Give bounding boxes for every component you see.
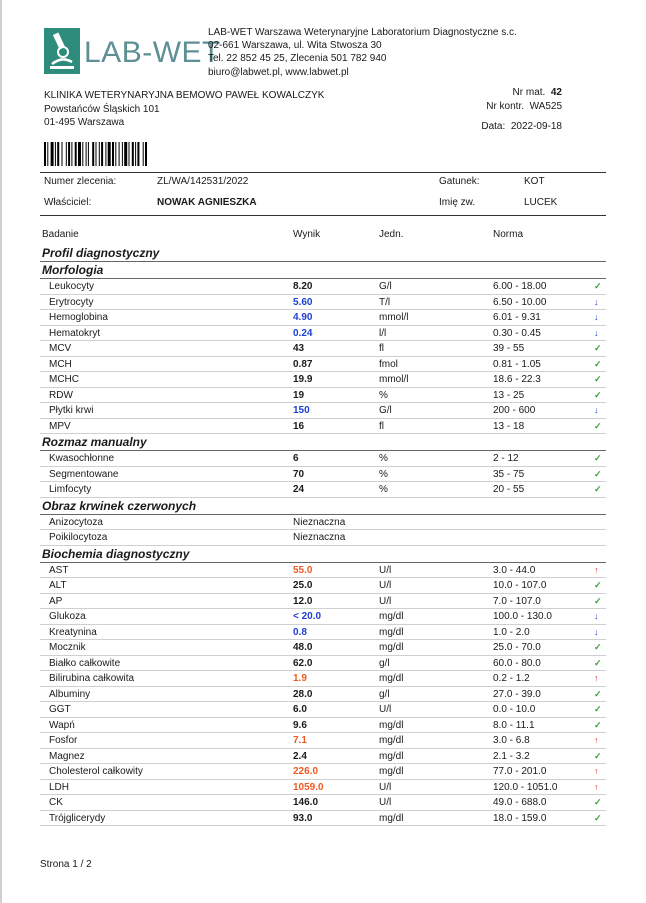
test-unit: U/l — [379, 595, 392, 607]
table-row — [40, 671, 606, 687]
test-norm: 35 - 75 — [493, 468, 525, 480]
section-title: Rozmaz manualny — [40, 434, 606, 451]
test-unit: mg/dl — [379, 735, 404, 746]
test-norm: 0.30 - 0.45 — [493, 327, 541, 339]
lab-address: 02-661 Warszawa, ul. Wita Stwosza 30 — [208, 40, 382, 52]
test-name: Albuminy — [49, 688, 91, 700]
owner-label: Właściciel: — [44, 197, 92, 208]
test-name: Wapń — [49, 719, 75, 731]
test-result: 150 — [293, 405, 310, 416]
test-name: ALT — [49, 580, 67, 591]
test-norm: 200 - 600 — [493, 405, 536, 416]
test-norm: 20 - 55 — [493, 484, 525, 495]
header-norm: Norma — [493, 229, 524, 240]
table-row — [40, 482, 606, 498]
test-norm: 60.0 - 80.0 — [493, 657, 541, 669]
test-name: Limfocyty — [49, 484, 92, 495]
test-norm: 10.0 - 107.0 — [493, 580, 547, 591]
test-norm: 0.2 - 1.2 — [493, 673, 530, 684]
check-icon: ✓ — [594, 750, 602, 761]
test-unit: l/l — [379, 327, 387, 339]
test-name: GGT — [49, 704, 71, 715]
lab-info — [208, 26, 517, 79]
table-row — [40, 702, 606, 718]
test-unit: G/l — [379, 281, 392, 292]
header-unit: Jedn. — [379, 229, 404, 240]
arrow-down-icon: ↓ — [594, 312, 599, 322]
test-unit: mg/dl — [379, 766, 404, 777]
test-name: Płytki krwi — [49, 405, 94, 416]
test-unit: mg/dl — [379, 719, 404, 731]
check-icon: ✓ — [594, 797, 602, 807]
microscope-icon — [44, 28, 80, 74]
test-result: 2.4 — [293, 750, 307, 762]
test-norm: 25.0 - 70.0 — [493, 642, 541, 653]
lab-phones: Tel. 22 852 45 25, Zlecenia 501 782 940 — [208, 53, 387, 65]
test-name: MCH — [49, 358, 72, 370]
order-number-value: ZL/WA/142531/2022 — [157, 176, 249, 187]
test-name: Trójglicerydy — [49, 812, 106, 824]
check-icon: ✓ — [594, 420, 602, 431]
table-row — [40, 467, 606, 483]
table-row — [40, 310, 606, 326]
table-row — [40, 372, 606, 388]
test-result: 0.87 — [293, 358, 313, 370]
clinic-street: Powstańców Śląskich 101 — [44, 103, 160, 115]
check-icon: ✓ — [594, 453, 602, 463]
table-row — [40, 764, 606, 780]
test-result: 24 — [293, 484, 305, 495]
test-result: 28.0 — [293, 688, 313, 700]
test-unit: % — [379, 453, 388, 464]
check-icon: ✓ — [594, 281, 602, 291]
test-unit: U/l — [379, 704, 392, 715]
arrow-down-icon: ↓ — [594, 327, 599, 338]
test-result: 62.0 — [293, 657, 313, 669]
page-number: Strona 1 / 2 — [40, 859, 92, 870]
test-result: 16 — [293, 420, 305, 432]
test-name: AP — [49, 595, 63, 607]
table-row — [40, 295, 606, 311]
check-icon: ✓ — [594, 484, 602, 494]
check-icon: ✓ — [594, 719, 602, 730]
test-name: Kwasochłonne — [49, 453, 115, 464]
test-name: RDW — [49, 389, 73, 401]
test-result: 19.9 — [293, 374, 313, 385]
test-result: 48.0 — [293, 642, 313, 653]
pet-name-label: Imię zw. — [439, 197, 476, 208]
pet-name-value: LUCEK — [524, 197, 558, 208]
test-name: Białko całkowite — [49, 657, 121, 669]
check-icon: ✓ — [594, 812, 602, 823]
table-row — [40, 795, 606, 811]
arrow-down-icon: ↓ — [594, 405, 599, 415]
test-unit: mg/dl — [379, 611, 404, 622]
nr-kontr-value: WA525 — [529, 101, 562, 112]
section-title: Profil diagnostyczny — [40, 245, 606, 262]
check-icon: ✓ — [594, 343, 602, 353]
table-row — [40, 515, 606, 531]
test-norm: 0.0 - 10.0 — [493, 704, 536, 715]
table-row — [40, 530, 606, 546]
test-result: 7.1 — [293, 735, 307, 746]
test-norm: 1.0 - 2.0 — [493, 626, 530, 638]
table-row — [40, 563, 606, 579]
table-row — [40, 341, 606, 357]
arrow-up-icon: ↑ — [594, 564, 599, 575]
species-value: KOT — [524, 176, 545, 187]
lab-contact: biuro@labwet.pl, www.labwet.pl — [208, 66, 349, 78]
check-icon: ✓ — [594, 688, 602, 699]
test-unit: g/l — [379, 657, 390, 669]
test-norm: 6.01 - 9.31 — [493, 312, 541, 323]
test-name: CK — [49, 797, 63, 808]
table-row — [40, 419, 606, 435]
test-unit: mg/dl — [379, 626, 404, 638]
table-row — [40, 403, 606, 419]
test-result: Nieznaczna — [293, 516, 346, 528]
test-norm: 6.00 - 18.00 — [493, 281, 547, 292]
test-unit: mg/dl — [379, 642, 404, 653]
arrow-down-icon: ↓ — [594, 626, 599, 637]
clinic-address — [44, 89, 324, 130]
check-icon: ✓ — [594, 704, 602, 714]
table-row — [40, 780, 606, 796]
test-result: 25.0 — [293, 580, 313, 591]
test-unit: U/l — [379, 781, 392, 793]
check-icon: ✓ — [594, 642, 602, 652]
test-norm: 100.0 - 130.0 — [493, 611, 552, 622]
test-name: Fosfor — [49, 735, 78, 746]
test-result: 1.9 — [293, 673, 307, 684]
arrow-down-icon: ↓ — [594, 611, 599, 621]
section-title: Biochemia diagnostyczny — [40, 546, 606, 563]
species-label: Gatunek: — [439, 176, 480, 187]
test-norm: 6.50 - 10.00 — [493, 296, 547, 308]
date-value: 2022-09-18 — [510, 121, 562, 132]
test-unit: % — [379, 389, 388, 401]
clinic-name: KLINIKA WETERYNARYJNA BEMOWO PAWEŁ KOWALCZYK — [44, 90, 325, 101]
table-row — [40, 388, 606, 404]
test-result: 5.60 — [293, 296, 313, 308]
test-norm: 77.0 - 201.0 — [493, 766, 547, 777]
test-unit: mg/dl — [379, 673, 404, 684]
test-norm: 18.0 - 159.0 — [493, 812, 547, 824]
test-unit: % — [379, 484, 388, 495]
test-unit: T/l — [379, 296, 391, 308]
test-name: MPV — [49, 420, 71, 432]
table-row — [40, 718, 606, 734]
test-name: Magnez — [49, 750, 85, 762]
test-result: 9.6 — [293, 719, 307, 731]
check-icon: ✓ — [594, 657, 602, 668]
test-name: Leukocyty — [49, 281, 95, 292]
table-row — [40, 733, 606, 749]
test-result: 70 — [293, 468, 305, 480]
test-norm: 2 - 12 — [493, 453, 519, 464]
table-row — [40, 640, 606, 656]
check-icon: ✓ — [594, 468, 602, 479]
check-icon: ✓ — [594, 358, 602, 369]
table-row — [40, 594, 606, 610]
header-result: Wynik — [293, 229, 321, 240]
test-norm: 7.0 - 107.0 — [493, 595, 541, 607]
test-unit: mg/dl — [379, 750, 404, 762]
test-unit: U/l — [379, 797, 392, 808]
test-norm: 3.0 - 44.0 — [493, 564, 536, 576]
test-name: Erytrocyty — [49, 296, 94, 308]
order-number-label: Numer zlecenia: — [44, 176, 117, 187]
test-unit: fl — [379, 420, 384, 432]
test-result: 1059.0 — [293, 781, 324, 793]
table-row — [40, 326, 606, 342]
arrow-down-icon: ↓ — [594, 296, 599, 307]
test-unit: U/l — [379, 580, 392, 591]
table-row — [40, 357, 606, 373]
test-result: 6 — [293, 453, 299, 464]
clinic-city: 01-495 Warszawa — [44, 117, 125, 128]
section-title: Morfologia — [40, 262, 606, 279]
test-name: Hematokryt — [49, 327, 101, 339]
header-test: Badanie — [42, 229, 79, 240]
test-norm: 2.1 - 3.2 — [493, 750, 530, 762]
test-name: MCV — [49, 343, 72, 354]
test-norm: 3.0 - 6.8 — [493, 735, 530, 746]
logo-wordmark: LAB-WET — [84, 36, 221, 69]
arrow-up-icon: ↑ — [594, 673, 599, 683]
arrow-up-icon: ↑ — [594, 766, 599, 776]
test-result: 0.24 — [293, 327, 313, 339]
test-name: LDH — [49, 781, 70, 793]
test-name: Mocznik — [49, 642, 86, 653]
table-row — [40, 451, 606, 467]
test-name: Bilirubina całkowita — [49, 673, 135, 684]
test-name: Cholesterol całkowity — [49, 766, 143, 777]
table-row — [40, 749, 606, 765]
test-unit: mmol/l — [379, 312, 409, 323]
test-norm: 0.81 - 1.05 — [493, 358, 541, 370]
test-norm: 120.0 - 1051.0 — [493, 781, 558, 793]
test-name: Glukoza — [49, 611, 86, 622]
test-norm: 27.0 - 39.0 — [493, 688, 541, 700]
test-result: 0.8 — [293, 626, 307, 638]
table-row — [40, 811, 606, 827]
nr-mat-label: Nr mat. — [512, 87, 546, 98]
arrow-up-icon: ↑ — [594, 735, 599, 745]
arrow-up-icon: ↑ — [594, 781, 599, 792]
table-row — [40, 656, 606, 672]
test-unit: mg/dl — [379, 812, 404, 824]
test-unit: fmol — [379, 358, 398, 370]
test-name: Hemoglobina — [49, 312, 108, 323]
test-result: Nieznaczna — [293, 532, 346, 543]
table-row — [40, 625, 606, 641]
divider — [40, 215, 606, 216]
test-result: 19 — [293, 389, 305, 401]
date-label: Data: — [481, 121, 506, 132]
barcode — [44, 142, 184, 166]
test-norm: 39 - 55 — [493, 343, 525, 354]
test-norm: 13 - 25 — [493, 389, 525, 401]
owner-value: NOWAK AGNIESZKA — [157, 197, 257, 208]
table-row — [40, 687, 606, 703]
test-name: Kreatynina — [49, 626, 97, 638]
test-result: 226.0 — [293, 766, 319, 777]
test-result: 12.0 — [293, 595, 313, 607]
check-icon: ✓ — [594, 374, 602, 384]
test-result: 93.0 — [293, 812, 313, 824]
test-result: 4.90 — [293, 312, 313, 323]
test-unit: fl — [379, 343, 384, 354]
test-name: AST — [49, 564, 69, 576]
test-norm: 49.0 - 688.0 — [493, 797, 547, 808]
section-title: Obraz krwinek czerwonych — [40, 498, 606, 515]
test-unit: g/l — [379, 688, 390, 700]
test-name: MCHC — [49, 374, 79, 385]
test-name: Poikilocytoza — [49, 532, 108, 543]
test-result: 55.0 — [293, 564, 313, 576]
test-name: Anizocytoza — [49, 516, 103, 528]
test-norm: 18.6 - 22.3 — [493, 374, 541, 385]
lab-name: LAB-WET Warszawa Weterynaryjne Laboratorium Diagnostyczne s.c. — [208, 27, 517, 38]
report-meta — [481, 86, 562, 134]
test-result: 146.0 — [293, 797, 319, 808]
table-row — [40, 609, 606, 625]
divider — [40, 172, 606, 173]
nr-mat-value: 42 — [550, 87, 562, 98]
table-row — [40, 279, 606, 295]
test-name: Segmentowane — [49, 468, 119, 480]
test-unit: G/l — [379, 405, 392, 416]
lab-logo — [44, 28, 221, 76]
test-norm: 8.0 - 11.1 — [493, 719, 535, 731]
results-table — [40, 245, 606, 826]
check-icon: ✓ — [594, 595, 602, 606]
check-icon: ✓ — [594, 580, 602, 590]
test-unit: mmol/l — [379, 374, 409, 385]
test-result: 8.20 — [293, 281, 313, 292]
test-result: < 20.0 — [293, 611, 322, 622]
nr-kontr-label: Nr kontr. — [486, 101, 525, 112]
table-row — [40, 578, 606, 594]
test-unit: U/l — [379, 564, 392, 576]
test-norm: 13 - 18 — [493, 420, 525, 432]
test-result: 6.0 — [293, 704, 307, 715]
test-unit: % — [379, 468, 388, 480]
test-result: 43 — [293, 343, 305, 354]
check-icon: ✓ — [594, 389, 602, 400]
